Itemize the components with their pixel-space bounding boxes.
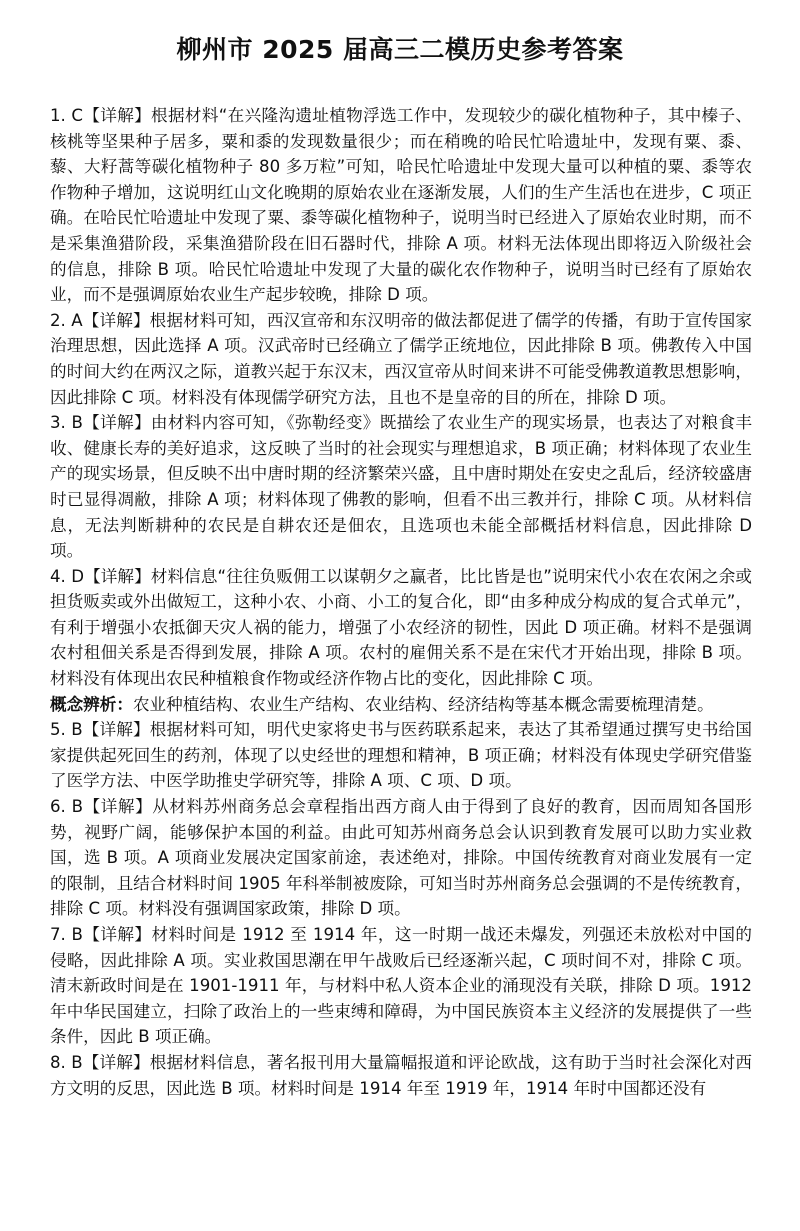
- answer-body: [50, 103, 752, 1101]
- answer-item-7: 7. B【详解】材料时间是 1912 至 1914 年，这一时期一战还未爆发，列强还未放松对中国的侵略，因此排除 A 项。实业救国思潮在甲午战败后已经逐渐兴起，C 项时间不对，排除 C 项。清末新政时间是在 1901-1911 年，与材料中私人资本企业的涌现没有关联，排除 D 项。1912 年中华民国建立，扫除了政治上的一些束缚和障碍，为中国民族资本主义经济的发展提供了一些条件，因此 B 项正确。: [50, 925, 752, 1047]
- answer-item-5: 5. B【详解】根据材料可知，明代史家将史书与医药联系起来，表达了其希望通过撰写史书给国家提供起死回生的药剂，体现了以史经世的理想和精神，B 项正确；材料没有体现史学研究借鉴了医学方法、中医学助推史学研究等，排除 A 项、C 项、D 项。: [50, 720, 752, 791]
- answer-item-3: 3. B【详解】由材料内容可知，《弥勒经变》既描绘了农业生产的现实场景，也表达了对粮食丰收、健康长寿的美好追求，这反映了当时的社会现实与理想追求，B 项正确；材料体现了农业生产的现实场景，但反映不出中唐时期的经济繁荣兴盛，且中唐时期处在安史之乱后，经济较盛唐时已显得凋敝，排除 A 项；材料体现了佛教的影响，但看不出三教并行，排除 C 项。从材料信息，无法判断耕种的农民是自耕农还是佃农，且选项也未能全部概括材料信息，因此排除 D 项。: [50, 413, 752, 561]
- concept-note-text: 农业种植结构、农业生产结构、农业结构、经济结构等基本概念需要梳理清楚。: [132, 694, 714, 714]
- concept-note-label: 概念辨析：: [50, 694, 133, 714]
- answer-item-8: 8. B【详解】根据材料信息，著名报刊用大量篇幅报道和评论欧战，这有助于当时社会深化对西方文明的反思，因此选 B 项。材料时间是 1914 年至 1919 年，1914 年时中国都还没有: [50, 1052, 752, 1098]
- answer-item-2: 2. A【详解】根据材料可知，西汉宣帝和东汉明帝的做法都促进了儒学的传播，有助于宣传国家治理思想，因此选择 A 项。汉武帝时已经确立了儒学正统地位，因此排除 B 项。佛教传入中国的时间大约在两汉之际，道教兴起于东汉末，西汉宣帝从时间来讲不可能受佛教道教思想影响，因此排除 C 项。材料没有体现儒学研究方法，且也不是皇帝的目的所在，排除 D 项。: [50, 310, 752, 407]
- answer-item-6: 6. B【详解】从材料苏州商务总会章程指出西方商人由于得到了良好的教育，因而周知各国形势，视野广阔，能够保护本国的利益。由此可知苏州商务总会认识到教育发展可以助力实业救国，选 B 项。A 项商业发展决定国家前途，表述绝对，排除。中国传统教育对商业发展有一定的限制，且结合材料时间 1905 年科举制被废除，可知当时苏州商务总会强调的不是传统教育，排除 C 项。材料没有强调国家政策，排除 D 项。: [50, 797, 752, 919]
- answer-item-4: 4. D【详解】材料信息“往往负贩佣工以谋朝夕之赢者，比比皆是也”说明宋代小农在农闲之余或担货贩卖或外出做短工，这种小农、小商、小工的复合化，即“由多种成分构成的复合式单元”，有利于增强小农抵御天灾人祸的能力，增强了小农经济的韧性，因此 D 项正确。材料不是强调农村租佃关系是否得到发展，排除 A 项。农村的雇佣关系不是在宋代才开始出现，排除 B 项。材料没有体现出农民种植粮食作物或经济作物占比的变化，因此排除 C 项。: [50, 566, 752, 689]
- page-title: 柳州市 2025 届高三二模历史参考答案: [176, 35, 624, 64]
- concept-note: [50, 692, 752, 718]
- answer-item-1: 1. C【详解】根据材料“在兴隆沟遗址植物浮选工作中，发现较少的碳化植物种子，其中榛子、核桃等坚果种子居多，粟和黍的发现数量很少；而在稍晚的哈民忙哈遗址中，发现有粟、黍、藜、大籽蒿等碳化植物种子 80 多万粒”可知，哈民忙哈遗址中发现大量可以种植的粟、黍等农作物种子增加，这说明红山文化晚期的原始农业在逐渐发展，人们的生产生活也在进步，C 项正确。在哈民忙哈遗址中发现了粟、黍等碳化植物种子，说明当时已经进入了原始农业时期，而不是采集渔猎阶段，采集渔猎阶段在旧石器时代，排除 A 项。材料无法体现出即将迈入阶级社会的信息，排除 B 项。哈民忙哈遗址中发现了大量的碳化农作物种子，说明当时已经有了原始农业，而不是强调原始农业生产起步较晚，排除 D 项。: [50, 106, 752, 305]
